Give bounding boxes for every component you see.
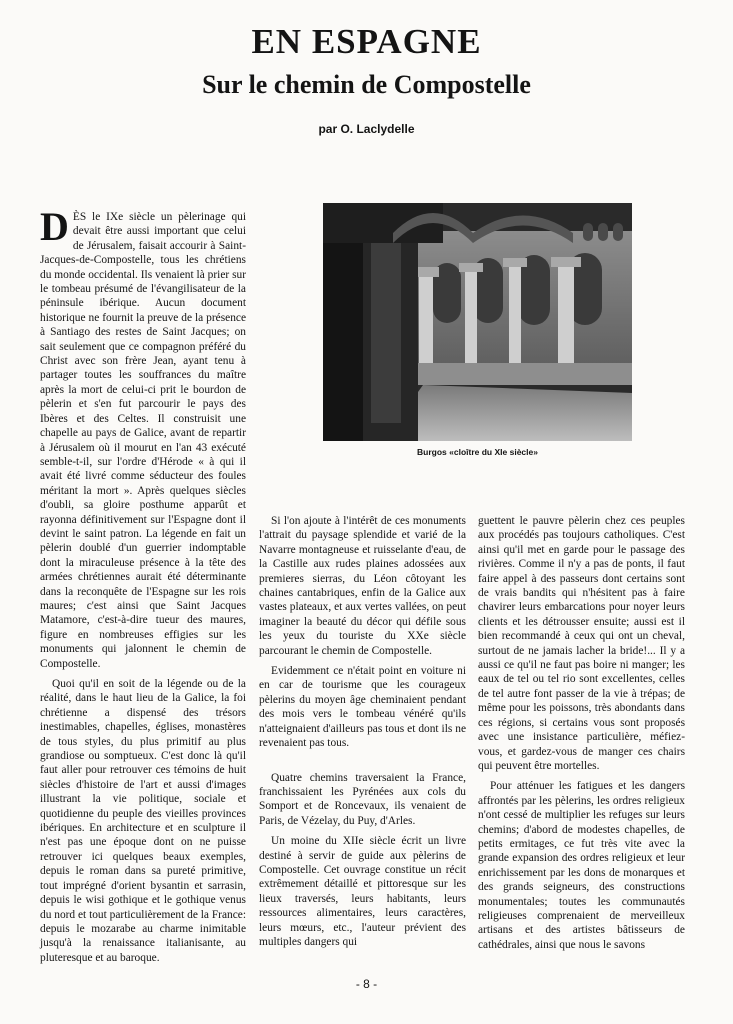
paragraph: Si l'on ajoute à l'intérêt de ces monuments l'attrait du paysage splendide et varié de la Navarre montagneuse et ruisselante d'eau, de la Castille aux rudes plaines adossées aux premieres sierras, du Léon côtoyant les chaines cantabriques, enfin de la Galice aux vastes plateaux, et aux vertes vallées, on peut imaginer la beauté du décor qui défile sous les yeux du touriste du XXe siècle parcourant le chemin de Compostelle. [259, 515, 466, 657]
paragraph: Quatre chemins traversaient la France, franchissaient les Pyrénées aux cols du Somport et de Roncevaux, ils venaient de Paris, de Vézelay, du Puy, d'Arles. [259, 771, 466, 827]
paragraph-text: ÈS le IXe siècle un pèlerinage qui devait être aussi important que celui de Jérusalem, faisait accourir à Saint-Jacques-de-Compostelle, tous les chrétiens du monde occidental. Ils venaient là prier sur le tombeau présumé de l'évangilisateur de la péninsule ibérique. Aucun document historique ne fournit la preuve de la présence à Santiago des restes de Saint Jacques; on sait seulement que ce compagnon préféré du Christ avec son frère Jean, ayant tenu à partager toutes les souffrances du maître après la mort de celui-ci prit le bourdon de pèlerin et s'en fut parcourir le pays des Ibères et des Celtes. Il construisit une chapelle au pays de Galice, avant de repartir à Jérusalem où il mourut en l'an 43 exécuté semble-t-il, sur l'ordre d'Hérode « à qui il avait été livré comme séducteur des foules méritant la mort ». Après quelques siècles d'oubli, sa gloire posthume apparût et rayonna définitivement sur l'Espagne dont il devint le saint patron. La légende en fait un pèlerin doublé d'un guerrier indomptable dont la miraculeuse présence à la tête des armées chrétiennes aurait été déterminante dans la reconquête de l'Espagne sur les rois maures; c'est ainsi que Saint Jacques Matamore, c'est-à-dire tueur des maures, figure en nombreuses effigies sur les monuments qui jalonnent le chemin de Compostelle. [40, 211, 246, 670]
paragraph: guettent le pauvre pèlerin chez ces peuples aux procédés pas toujours catholiques. C'est ainsi qu'il met en garde pour le passage des rivières. Comme il n'y a pas de ponts, il faut faire appel à des passeurs dont certains sont de vrais bandits qui n'hésitent pas à faire chavirer leurs embarcations pour noyer leurs clients et les détrousser ensuite; aussi est il bien recommandé à ceux qui ont un cheval, surtout de ne jamais lacher la bride!... Il y a aussi ce qu'il ne faut pas boire ni manger; les eaux de tel ou tel rio sont excellentes, celles de tel autre font passer de la vie à trépas; de même pour les poissons, très abondants dans ces régions, si certains vous sont proposés avec une insistance particulière, méfiez-vous, et gardez-vous de manger ces chairs qui peuvent être mortelles. [478, 515, 685, 772]
article-title: EN ESPAGNE [251, 22, 482, 61]
drop-cap: D [40, 204, 69, 249]
column-left [40, 204, 246, 971]
page-number: - 8 - [355, 977, 378, 991]
paragraph: Quoi qu'il en soit de la légende ou de la réalité, dans le haut lieu de la Galice, la foi chrétienne a dispensé des trésors inestimables, chapelles, églises, monastères de tous styles, du plus primitif au plus grandiose ou somptueux. C'est donc là qu'il faut aller pour retrouver ces témoins de huit siècles d'histoire de l'art et aussi d'images illustrant la vie politique, sociale et quotidienne du peuple des vieilles provinces ibériques. En architecture et en sculpture il n'est pas une époque dont on ne puisse retrouver ici quelques beaux exemples, depuis le roman dans sa pureté primitive, tout imprégné d'orient bysantin et sarrasin, depuis le wisi gothique et le gothique venus du nord et tout particulièrement de la France: depuis le mozarabe au charme inimitable jusqu'à la renaissance italianisante, au pluteresque et au baroque. [40, 678, 246, 964]
column-right [478, 514, 685, 958]
paragraph: Un moine du XIIe siècle écrit un livre destiné à servir de guide aux pèlerins de Compostelle. Cet ouvrage constitue un récit extrêmement détaillé et pittoresque sur les lieux traversés, leurs habitants, leurs ressources alimentaires, leurs caractères, leurs mœurs, etc., l'auteur prévient des multiples dangers qui [259, 835, 466, 948]
article-subtitle: Sur le chemin de Compostelle [202, 70, 531, 99]
cloister-illustration [323, 203, 632, 441]
photo-caption: Burgos «cloître du XIe siècle» [417, 447, 538, 457]
article-byline: par O. Laclydelle [318, 122, 415, 136]
paragraph [40, 204, 246, 671]
cloister-photo [323, 203, 632, 441]
paragraph: Pour atténuer les fatigues et les dangers affrontés par les pèlerins, les ordres religieux n'ont cessé de multiplier les refuges sur leurs chemins; d'abord de modestes chapelles, de petits ermitages, ce fut très vite avec la grande expansion des ordres religieux et leur enrichissement par les dons de monarques et des grands seigneurs, des constructions monumentales; toutes les communautés religieuses comprenaient de merveilleux artisans et des artistes bâtisseurs de cathédrales, ainsi que nous le savons [478, 780, 685, 951]
column-middle [259, 514, 466, 955]
paragraph: Evidemment ce n'était point en voiture ni en car de tourisme que les courageux pèlerins du moyen âge cheminaient pendant des mois vers le tombeau vénéré qu'ils n'atteignaient d'ailleurs pas tous et dont ils ne revenaient pas tous. [259, 665, 466, 750]
